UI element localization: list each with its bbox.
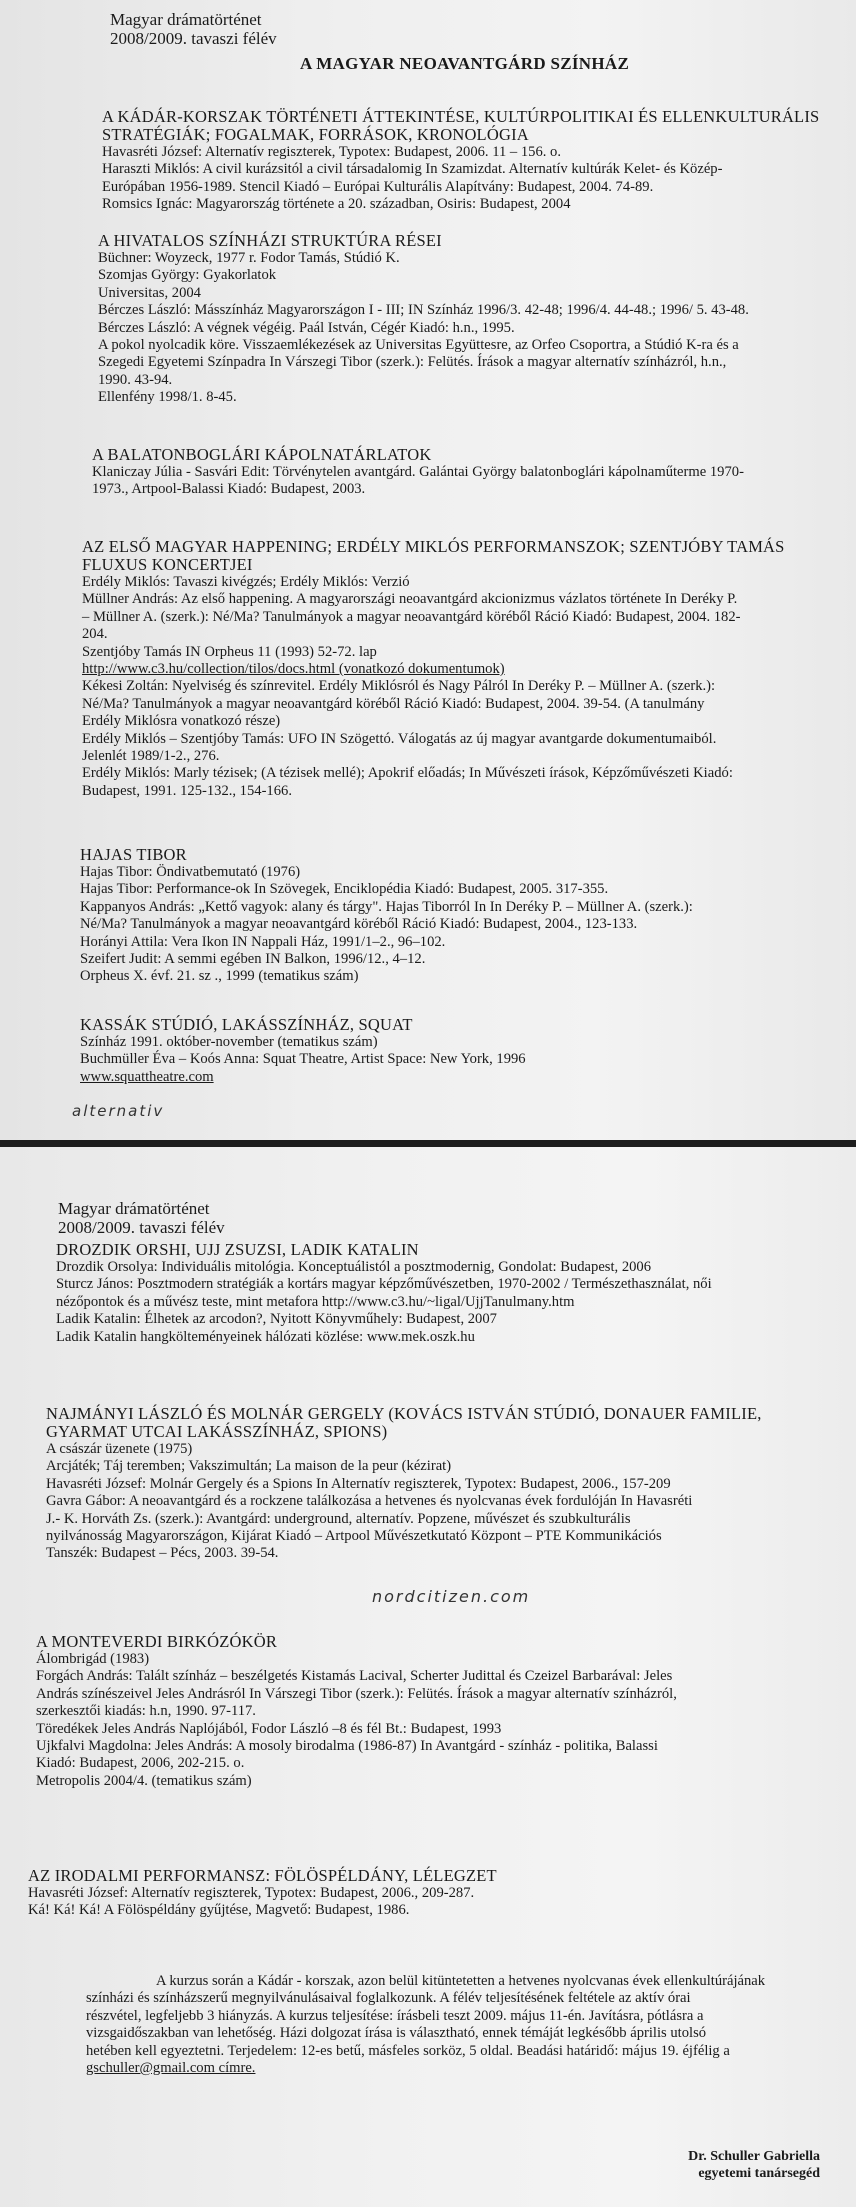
section-najmanyi (46, 1405, 846, 1563)
paragraph-line: hetében kell egyeztetni. Terjedelem: 12-es betű, másfeles sorköz, 5 oldal. Beadási határidő: május 19. éjfélig a (86, 2042, 730, 2059)
reference-line: Kappanyos András: „Kettő vagyok: alany és tárgy". Hajas Tiborról In In Deréky P. – Müllner A. (szerk.): (80, 898, 693, 915)
reference-line: Hajas Tibor: Performance-ok In Szövegek, Enciklopédia Kiadó: Budapest, 2005. 317-355. (80, 881, 609, 898)
section-kadar-korszak (102, 108, 842, 214)
reference-list (36, 1651, 846, 1790)
section-heading: A KÁDÁR-KORSZAK TÖRTÉNETI ÁTTEKINTÉSE, KULTÚRPOLITIKAI ÉS ELLENKULTURÁLIS STRATÉGIÁK; FOGALMAK, FORRÁSOK, KRONOLÓGIA (102, 107, 820, 144)
reference-line: Né/Ma? Tanulmányok a magyar neoavantgárd köréből Ráció Kiadó: Budapest, 2004. 39-54. (A tanulmány (82, 695, 705, 712)
reference-line: Orpheus X. évf. 21. sz ., 1999 (tematikus szám) (80, 968, 359, 985)
reference-line: Buchmüller Éva – Koós Anna: Squat Theatre, Artist Space: New York, 1996 (80, 1051, 526, 1068)
reference-line: Európában 1956-1989. Stencil Kiadó – Európai Kulturális Alapítvány: Budapest, 2004. 74-89. (102, 178, 654, 195)
reference-line: Ká! Ká! Ká! A Fölöspéldány gyűjtése, Magvető: Budapest, 1986. (28, 1902, 410, 1919)
reference-line: Bérczes László: A végnek végéig. Paál István, Cégér Kiadó: h.n., 1995. (98, 319, 515, 336)
reference-line: Bérczes László: Másszínház Magyarországon I - III; IN Színház 1996/3. 42-48; 1996/4. 44-48.; 1996/ 5. 43-48. (98, 302, 749, 319)
reference-line: – Müllner A. (szerk.): Né/Ma? Tanulmányok a magyar neoavantgárd köréből Ráció Kiadó: Budapest, 2004. 182- (82, 608, 741, 625)
reference-line: Szegedi Egyetemi Színpadra In Várszegi Tibor (szerk.): Felütés. Írások a magyar alternatív színházról, h.n., (98, 354, 727, 371)
reference-line: András színészeivel Jeles Andrásról In Várszegi Tibor (szerk.): Felütés. Írások a magyar alternatív színházról, (36, 1685, 677, 1702)
reference-line: 1973., Artpool-Balassi Kiadó: Budapest, 2003. (92, 481, 366, 498)
section-elso-happening (82, 538, 844, 800)
reference-line: Kiadó: Budapest, 2006, 202-215. o. (36, 1755, 245, 1772)
reference-line: Tanszék: Budapest – Pécs, 2003. 39-54. (46, 1545, 279, 1562)
section-irodalmi-performansz (28, 1867, 846, 1920)
course-title: Magyar drámatörténet (58, 1199, 210, 1218)
reference-line: Müllner András: Az első happening. A magyarországi neoavantgárd akcionizmus vázlatos története In Deréky P. (82, 591, 738, 608)
reference-line: 204. (82, 626, 108, 643)
reference-line: Ladik Katalin hangkölteményeinek hálózati közlése: www.mek.oszk.hu (56, 1328, 475, 1345)
section-heading: AZ ELSŐ MAGYAR HAPPENING; ERDÉLY MIKLÓS PERFORMANSZOK; SZENTJÓBY TAMÁS FLUXUS KONCERTJEI (82, 537, 785, 574)
reference-line: Ladik Katalin: Élhetek az arcodon?, Nyitott Könyvműhely: Budapest, 2007 (56, 1311, 497, 1328)
handwritten-note: nordcitizen.com (372, 1587, 531, 1606)
reference-line: 1990. 43-94. (98, 371, 173, 388)
section-heading: A MONTEVERDI BIRKÓZÓKÖR (36, 1632, 278, 1651)
reference-list (28, 1885, 846, 1920)
signature-block (620, 2148, 820, 2182)
semester: 2008/2009. tavaszi félév (58, 1218, 225, 1237)
reference-line: J.- K. Horváth Zs. (szerk.): Avantgárd: underground, alternatív. Popzene, művészet és szubkulturális (46, 1510, 631, 1527)
reference-line: Universitas, 2004 (98, 284, 201, 301)
reference-line: Szentjóby Tamás IN Orpheus 11 (1993) 52-72. lap (82, 643, 377, 660)
semester: 2008/2009. tavaszi félév (110, 29, 277, 48)
reference-line: Havasréti József: Alternatív regiszterek, Typotex: Budapest, 2006. 11 – 156. o. (102, 144, 561, 160)
signature-role: egyetemi tanársegéd (698, 2166, 820, 2181)
section-heading: AZ IRODALMI PERFORMANSZ: FÖLÖSPÉLDÁNY, LÉLEGZET (28, 1866, 497, 1885)
paragraph-line: részvétel, legfeljebb 3 hiányzás. A kurzus teljesítése: írásbeli teszt 2009. május 11-én. Javításra, pótlásra a (86, 2007, 704, 2024)
reference-line: Forgách András: Talált színház – beszélgetés Kistamás Lacival, Scherter Judittal és Czeizel Barbarával: Jeles (36, 1668, 673, 1685)
course-title: Magyar drámatörténet (110, 10, 262, 29)
reference-line: Haraszti Miklós: A civil kurázsitól a civil társadalomig In Szamizdat. Alternatív kultúrák Kelet- és Közép- (102, 161, 723, 178)
section-kassak-studio (80, 1016, 844, 1086)
reference-line: Erdély Miklós – Szentjóby Tamás: UFO IN Szögettó. Válogatás az új magyar avantgarde dokumentumaiból. (82, 730, 717, 747)
section-monteverdi (36, 1633, 846, 1790)
course-requirements-paragraph (86, 1973, 826, 2077)
reference-line: Szeifert Judit: A semmi egében IN Balkon, 1996/12., 4–12. (80, 951, 426, 968)
reference-line: Kékesi Zoltán: Nyelviség és színrevitel. Erdély Miklósról és Nagy Pálról In Deréky P. – Müllner A. (szerk.): (82, 678, 716, 695)
paragraph-line: vizsgaidőszakban van lehetőség. Házi dolgozat írása is választható, ennek témáját legkésőbb április utolsó (86, 2025, 707, 2042)
paragraph-line: színházi és színházszerű megnyilvánulásaival foglalkozunk. A félév teljesítésének feltétele az aktív órai (86, 1990, 691, 2007)
reference-list (80, 1034, 844, 1086)
section-heading: A HIVATALOS SZÍNHÁZI STRUKTÚRA RÉSEI (98, 231, 442, 250)
reference-list (56, 1259, 846, 1346)
reference-line: Töredékek Jeles András Naplójából, Fodor László –8 és fél Bt.: Budapest, 1993 (36, 1720, 502, 1737)
handwritten-note: alternativ (72, 1102, 165, 1120)
reference-line: Álombrigád (1983) (36, 1651, 150, 1667)
reference-line: Erdély Miklósra vonatkozó része) (82, 713, 281, 730)
reference-line: Erdély Miklós: Marly tézisek; (A tézisek mellé); Apokrif előadás; In Művészeti írások, Képzőművészeti Kiadó: (82, 765, 733, 782)
reference-list (98, 250, 846, 407)
reference-list (82, 574, 844, 800)
reference-link: http://www.c3.hu/collection/tilos/docs.html (vonatkozó dokumentumok) (82, 661, 505, 678)
document-title: A MAGYAR NEOAVANTGÁRD SZÍNHÁZ (300, 54, 630, 73)
reference-line: szerkesztői kiadás: h.n, 1990. 97-117. (36, 1703, 256, 1720)
section-heading: DROZDIK ORSHI, UJJ ZSUZSI, LADIK KATALIN (56, 1240, 419, 1259)
reference-line: Romsics Ignác: Magyarország története a 20. században, Osiris: Budapest, 2004 (102, 196, 571, 213)
reference-line: Havasréti József: Alternatív regiszterek, Typotex: Budapest, 2006., 209-287. (28, 1885, 475, 1901)
reference-line: A császár üzenete (1975) (46, 1441, 193, 1457)
reference-line: Büchner: Woyzeck, 1977 r. Fodor Tamás, Stúdió K. (98, 250, 400, 266)
reference-line: nyilvánosság Magyarországon, Kijárat Kiadó – Artpool Művészetkutató Központ – PTE Kommunikációs (46, 1528, 662, 1545)
section-hivatalos-szinhazi (98, 232, 846, 407)
reference-line: Ellenfény 1998/1. 8-45. (98, 389, 237, 406)
reference-link: www.squattheatre.com (80, 1068, 214, 1085)
section-balatonboglari (92, 446, 844, 499)
reference-line: A pokol nyolcadik köre. Visszaemlékezések az Universitas Együttesre, az Orfeo Csoportra, a Stúdió K-ra és a (98, 337, 739, 354)
reference-list (102, 144, 842, 214)
reference-line: Sturcz János: Posztmodern stratégiák a kortárs magyar képzőművészetben, 1970-2002 / Természethasználat, női (56, 1276, 712, 1293)
reference-line: Né/Ma? Tanulmányok a magyar neoavantgárd köréből Ráció Kiadó: Budapest, 2004., 123-133. (80, 916, 638, 933)
reference-line: Színház 1991. október-november (tematikus szám) (80, 1034, 378, 1050)
section-drozdik (56, 1241, 846, 1346)
reference-line: Horányi Attila: Vera Ikon IN Nappali Ház, 1991/1–2., 96–102. (80, 933, 446, 950)
reference-list (80, 864, 844, 986)
section-heading: NAJMÁNYI LÁSZLÓ ÉS MOLNÁR GERGELY (KOVÁCS ISTVÁN STÚDIÓ, DONAUER FAMILIE, GYARMAT UTCAI LAKÁSSZÍNHÁZ, SPIONS) (46, 1404, 762, 1441)
section-heading: HAJAS TIBOR (80, 845, 187, 864)
reference-line: Budapest, 1991. 125-132., 154-166. (82, 782, 292, 799)
reference-line: Metropolis 2004/4. (tematikus szám) (36, 1772, 252, 1789)
page-header (58, 1199, 225, 1237)
reference-list (46, 1441, 846, 1563)
reference-line: Erdély Miklós: Tavaszi kivégzés; Erdély Miklós: Verzió (82, 574, 410, 590)
reference-line: Jelenlét 1989/1-2., 276. (82, 748, 220, 765)
signature-name: Dr. Schuller Gabriella (688, 2149, 820, 2164)
reference-line: Gavra Gábor: A neoavantgárd és a rockzene találkozása a hetvenes és nyolcvanas évek fordulóján In Havasréti (46, 1493, 693, 1510)
reference-line: Drozdik Orsolya: Individuális mitológia. Konceptuálistól a posztmodernig, Gondolat: Budapest, 2006 (56, 1259, 652, 1275)
page-header (110, 10, 277, 48)
reference-line: Hajas Tibor: Öndivatbemutató (1976) (80, 864, 301, 880)
reference-line: Arcjáték; Táj teremben; Vakszimultán; La maison de la peur (kézirat) (46, 1458, 452, 1475)
paragraph-line: A kurzus során a Kádár - korszak, azon belül kitüntetetten a hetvenes nyolcvanas évek ellenkultúrájának (156, 1973, 766, 1989)
reference-line: nézőpontok és a művész teste, mint metafora http://www.c3.hu/~ligal/UjjTanulmany.htm (56, 1293, 575, 1310)
reference-line: Havasréti József: Molnár Gergely és a Spions In Alternatív regiszterek, Typotex: Budapest, 2006., 157-209 (46, 1475, 671, 1492)
reference-line: Klaniczay Júlia - Sasvári Edit: Törvénytelen avantgárd. Galántai György balatonboglári kápolnaműterme 1970- (92, 464, 744, 480)
page-divider (0, 1140, 856, 1147)
section-heading: A BALATONBOGLÁRI KÁPOLNATÁRLATOK (92, 445, 432, 464)
reference-list (92, 464, 844, 499)
reference-line: Szomjas György: Gyakorlatok (98, 267, 277, 284)
section-hajas-tibor (80, 846, 844, 986)
section-heading: KASSÁK STÚDIÓ, LAKÁSSZÍNHÁZ, SQUAT (80, 1015, 413, 1034)
email-address: gschuller@gmail.com címre. (86, 2060, 256, 2077)
reference-line: Ujkfalvi Magdolna: Jeles András: A mosoly birodalma (1986-87) In Avantgárd - színház - politika, Balassi (36, 1738, 658, 1755)
